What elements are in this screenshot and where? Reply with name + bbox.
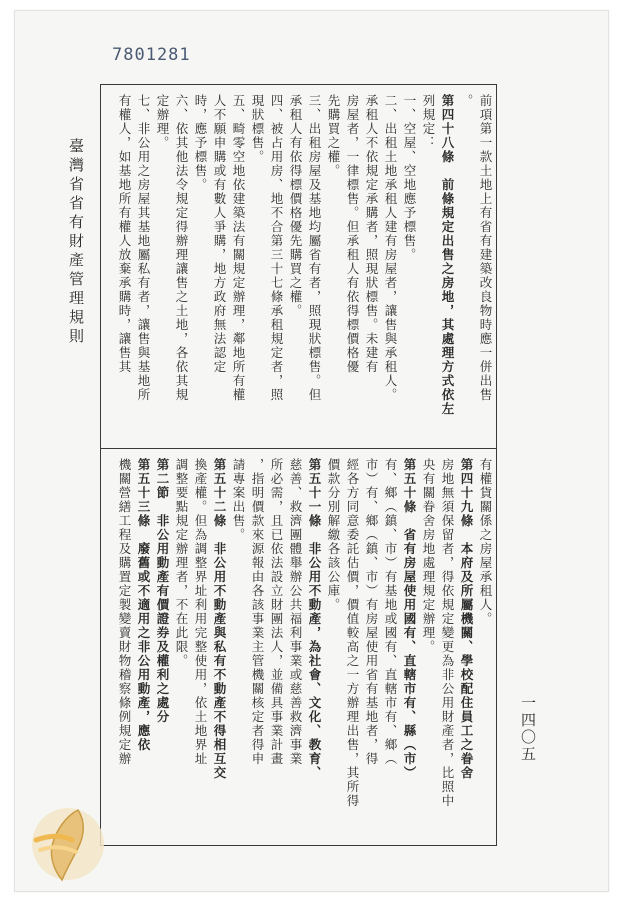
bottom-column: 換產權。但為調整界址利用完整使用，依土地界址 [193, 458, 208, 766]
page-number: 一四〇五 [519, 695, 537, 763]
top-column: 先購買之權。 [326, 94, 341, 178]
top-column: 。 [459, 94, 474, 108]
bottom-column: 請專案出售。 [231, 458, 246, 542]
top-column: 定辦理。 [155, 94, 170, 150]
stamp-number: 7801281 [112, 45, 191, 65]
top-column: 三、出租房屋及基地均屬省有者，照現狀標售。但 [307, 94, 322, 402]
bottom-column: 央有關眷舍房地處理規定辦理。 [421, 458, 436, 654]
bottom-column: 第二節 非公用動產有價證券及權利之處分 [155, 458, 170, 724]
bottom-column: 所必需，且已依法設立財團法人，並備具事業計畫 [269, 458, 284, 766]
bottom-column: 機關營繕工程及購置定製變賣財物稽察條例規定辦 [117, 458, 132, 766]
bottom-column: 第四十九條 本府及所屬機關、學校配住員工之眷舍 [459, 458, 474, 780]
top-column: 二、出租土地承租人建有房屋者，讓售與承租人。 [383, 94, 398, 402]
bottom-column: 第五十條 省有房屋使用國有、直轄市有、縣（市） [402, 458, 417, 780]
bottom-column: 第五十一條 非公用不動產，為社會、文化、教育、 [307, 458, 322, 780]
top-column: 現狀標售。 [250, 94, 265, 164]
bottom-column: 價款分別解繳各該公庫。 [326, 458, 341, 612]
bottom-column: 有權貨關係之房屋承租人。 [478, 458, 493, 626]
top-column: 六、依其他法令規定得辦理讓售之土地，各依其規 [174, 94, 189, 402]
frame-divider [100, 448, 497, 449]
side-title: 臺灣省省有財產管理規則 [67, 138, 85, 347]
bottom-column: 有、鄉（鎮、市）有基地或國有、直轄市有、鄉（ [383, 458, 398, 766]
top-column: 七、非公用之房屋其基地屬私有者，讓售與基地所 [136, 94, 151, 402]
top-column: 有權人，如基地所有權人放棄承購時，讓售其 [117, 94, 132, 374]
bottom-column: ，指明價款來源報由各該事業主管機關核定者得申 [250, 458, 265, 766]
top-column: 承租人有依得標價格優先購買之權。 [288, 94, 303, 318]
taiwan-map-logo-icon [26, 800, 108, 884]
top-column: 四、被占用房、地不合第三十七條承租規定者，照 [269, 94, 284, 402]
bottom-column: 調整要點規定辦理者，不在此限。 [174, 458, 189, 668]
bottom-column: 房地無須保留者，得依規定變更為非公用財產者，比照中 [440, 458, 455, 808]
top-column: 房屋者，一律標售。但承租人有依得標價格優 [345, 94, 360, 374]
top-column: 時，應予標售。 [193, 94, 208, 192]
top-column: 承租人不依規定承購者，照現狀標售。未建有 [364, 94, 379, 374]
bottom-column: 經各方同意委託估價，價值較高之一方辦理出售，其所得 [345, 458, 360, 808]
top-column: 第四十八條 前條規定出售之房地，其處理方式依左 [440, 94, 455, 416]
bottom-column: 第五十二條 非公用不動產與私有不動產不得相互交 [212, 458, 227, 780]
top-column: 人不願申購或有數人爭購，地方政府無法認定 [212, 94, 227, 374]
top-column: 一、空屋、空地應予標售。 [402, 94, 417, 262]
top-column: 前項第一款土地上有省有建築改良物時應一併出售 [478, 94, 493, 402]
bottom-column: 市）有、鄉（鎮、市）有房屋使用省有基地者，得 [364, 458, 379, 766]
top-column: 五、畸零空地依建築法有關規定辦理，鄰地所有權 [231, 94, 246, 402]
bottom-column: 慈善、救濟團體舉辦公共福利事業或慈善救濟事業 [288, 458, 303, 766]
bottom-column: 第五十三條 廢舊或不適用之非公用動產，應依 [136, 458, 151, 752]
top-column: 列規定： [421, 94, 436, 150]
